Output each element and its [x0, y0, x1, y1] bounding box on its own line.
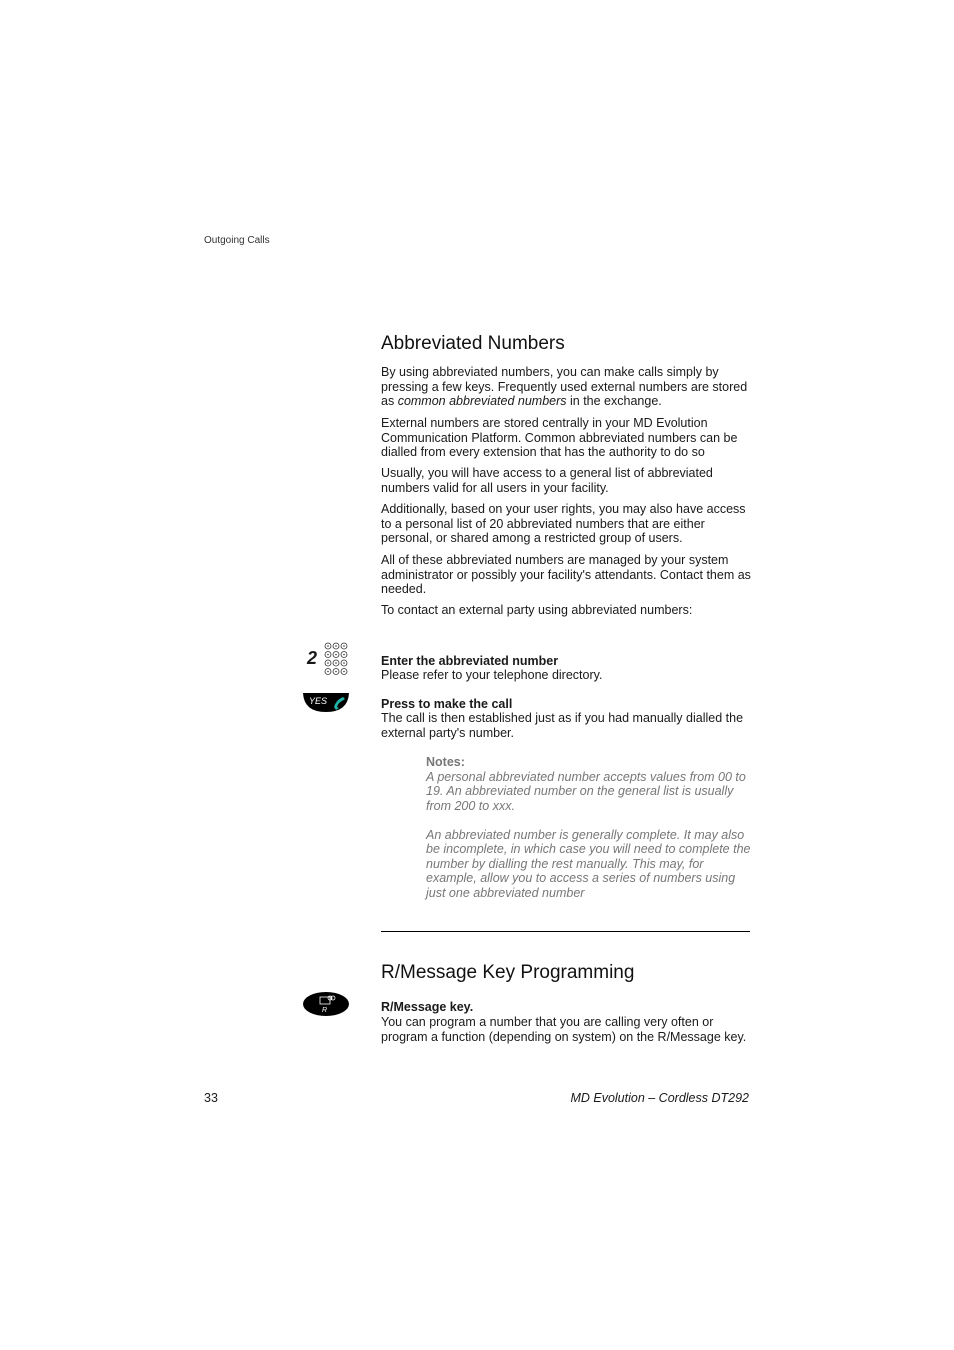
- notes-title: Notes:: [426, 755, 465, 769]
- paragraph-storage: External numbers are stored centrally in your MD Evolution Communication Platform. Common abbreviated numbers can be dialled from every extension that has the authority to do so: [381, 416, 738, 459]
- yes-key-label: YES: [309, 696, 328, 706]
- r-key-label: R: [322, 1007, 328, 1014]
- notes-block: [426, 755, 751, 900]
- paragraph-intro-text: By using abbreviated numbers, you can make calls simply by pressing a few keys. Frequently used external numbers are stored as: [381, 365, 748, 408]
- keypad-digit: 2: [307, 648, 318, 668]
- section-title-r-message-key: R/Message Key Programming: [381, 962, 635, 983]
- paragraph-personal-list: Additionally, based on your user rights, you may also have access to a personal list of 20 abbreviated numbers that are either personal, or shared among a restricted group of users.: [381, 502, 746, 545]
- paragraph-intro: [381, 365, 751, 409]
- paragraph-management: All of these abbreviated numbers are managed by your system administrator or possibly your facility's attendants. Contact them as needed.: [381, 553, 751, 596]
- step-make-call-text: The call is then established just as if you had manually dialled the external party's number.: [381, 711, 744, 740]
- step-make-call-label: Press to make the call: [381, 697, 513, 711]
- section-title-abbreviated-numbers: Abbreviated Numbers: [381, 333, 565, 354]
- yes-key-icon: [302, 691, 350, 714]
- paragraph-intro-emphasis: common abbreviated numbers: [397, 394, 567, 408]
- step-r-message-key-text: You can program a number that you are calling very often or program a function (depending on system) on the R/Message key.: [381, 1015, 747, 1044]
- note-incomplete-numbers: An abbreviated number is generally complete. It may also be incomplete, in which case you will need to complete the number by dialling the rest manually. This may, for example, allow you to access a series of numbers using just one abbreviated number: [426, 827, 751, 900]
- paragraph-general-list: Usually, you will have access to a general list of abbreviated numbers valid for all users in your facility.: [381, 466, 713, 495]
- note-number-ranges: A personal abbreviated number accepts values from 00 to 19. An abbreviated number on the general list is usually from 200 to xxx.: [426, 769, 746, 813]
- page-number: 33: [204, 1091, 218, 1105]
- footer-product-name: MD Evolution – Cordless DT292: [570, 1091, 749, 1105]
- keypad-icon: [324, 642, 352, 678]
- step-enter-number-label: Enter the abbreviated number: [381, 654, 559, 668]
- section-divider: [381, 931, 750, 932]
- step-r-message-key-label: R/Message key.: [381, 1000, 474, 1014]
- paragraph-instructions-lead: To contact an external party using abbreviated numbers:: [381, 603, 693, 617]
- paragraph-intro-tail: in the exchange.: [566, 394, 662, 408]
- running-header: Outgoing Calls: [204, 235, 270, 246]
- r-message-key-icon: [302, 991, 350, 1017]
- step-enter-number-text: Please refer to your telephone directory.: [381, 668, 603, 682]
